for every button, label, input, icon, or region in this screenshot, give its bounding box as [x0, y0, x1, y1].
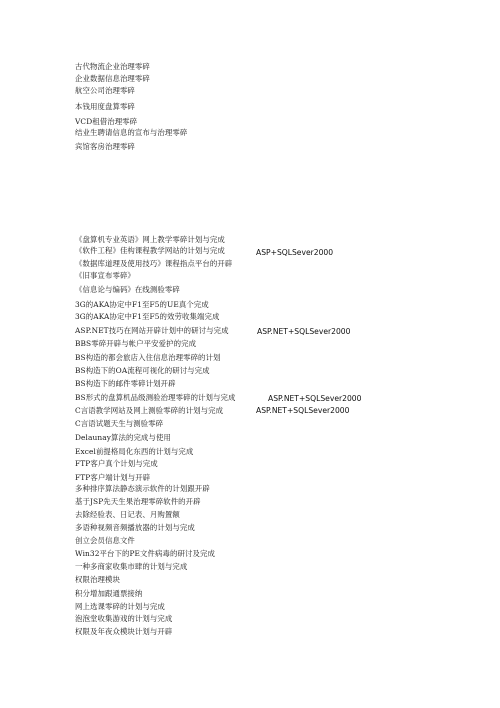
list-item: 古代物流企业治理零碎: [75, 62, 150, 71]
tech-note: ASP+SQLSever2000: [256, 248, 334, 257]
tech-note: ASP.NET+SQLSever2000: [256, 406, 350, 415]
list-item: Win32平台下的PE文件病毒的研讨及完成: [75, 549, 215, 558]
list-item: 《旧事宣布零碎》: [75, 271, 135, 280]
tech-note: ASP.NET+SQLSever2000: [268, 394, 362, 403]
list-item: BS构造下的OA流程可视化的研讨与完成: [75, 366, 210, 375]
list-item: 《数据库道理及使用技巧》课程指点平台的开辟: [75, 259, 233, 268]
list-item: 网上选课零碎的计划与完成: [75, 602, 165, 611]
list-item: 泡泡堂收集游戏的计划与完成: [75, 614, 173, 623]
list-item: BS构造的都会旅店入住信息治理零碎的计划: [75, 353, 221, 362]
list-item: 去除经验表、日记表、月购置额: [75, 510, 180, 519]
list-item: 本钱用度盘算零碎: [75, 102, 135, 111]
list-item: C言语试题天生与测验零碎: [75, 419, 164, 428]
list-item: ASP.NET技巧在网站开辟计划中的研讨与完成: [75, 326, 229, 335]
list-item: 企业数据信息治理零碎: [75, 74, 150, 83]
list-item: VCD租借治理零碎: [75, 117, 138, 126]
list-item: FTP客户真个计划与完成: [75, 459, 158, 468]
list-item: 创立会员信息文件: [75, 536, 135, 545]
list-item: 权限及年夜众模块计划与开辟: [75, 627, 173, 636]
list-item: 一种多商家收集市肆的计划与完成: [75, 562, 188, 571]
list-item: 多种排序算法静态演示软件的计划跟开辟: [75, 484, 210, 493]
list-item: 多语种视频音频播放器的计划与完成: [75, 523, 195, 532]
list-item: 3G的AKA协定中F1至F5的UE真个完成: [75, 300, 209, 309]
list-item: 3G的AKA协定中F1至F5的效劳收集端完成: [75, 312, 220, 321]
list-item: 《盘算机专业英语》网上教学零碎计划与完成: [75, 235, 225, 244]
list-item: FTP客户端计划与开辟: [75, 473, 151, 482]
list-item: 《软件工程》佳构课程教学网站的计划与完成: [75, 246, 225, 255]
list-item: 积分增加跟通票接纳: [75, 589, 143, 598]
list-item: 权限治理模块: [75, 575, 120, 584]
list-item: 《信息论与编码》在线测验零碎: [75, 285, 180, 294]
list-item: Delaunay算法的完成与使用: [75, 433, 171, 442]
list-item: BBS零碎开辟与帐户平安爱护的完成: [75, 339, 197, 348]
list-item: 航空公司治理零碎: [75, 86, 135, 95]
list-item: C言语教学网站及网上测验零碎的计划与完成: [75, 406, 224, 415]
tech-note: ASP.NET+SQLSever2000: [257, 327, 351, 336]
list-item: 基于JSP先天生果治理零碎软件的开辟: [75, 497, 201, 506]
list-item: 结业生聘请信息的宣布与治理零碎: [75, 128, 188, 137]
list-item: BS形式的盘算机品级测验治理零碎的计划与完成: [75, 393, 236, 402]
list-item: Excel前提格局化东西的计划与完成: [75, 447, 194, 456]
list-item: 宾馆客房治理零碎: [75, 142, 135, 151]
list-item: BS构造下的邮件零碎计划开辟: [75, 379, 176, 388]
